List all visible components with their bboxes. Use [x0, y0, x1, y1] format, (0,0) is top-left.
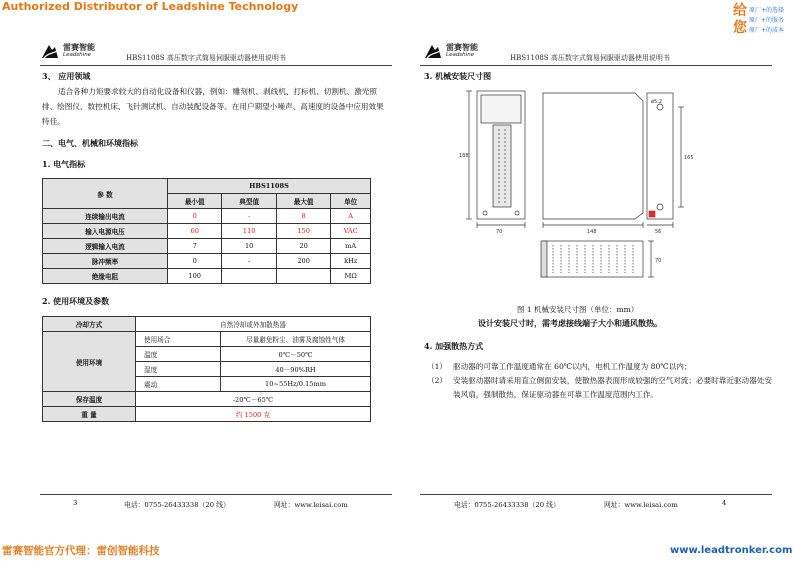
list-num-2: （2） — [427, 376, 448, 385]
mechanical-drawing — [455, 85, 705, 295]
row-min: 100 — [168, 269, 222, 284]
dim-hole: ø5.2 — [651, 99, 663, 105]
dim-back-width: 56 — [655, 229, 662, 235]
electrical-spec-table — [42, 178, 371, 284]
slogan-char-2: 您 — [733, 20, 747, 36]
dim-bottom-height: 70 — [655, 258, 662, 264]
left-sec-two-title: 二、电气、机械和环境指标 — [42, 138, 138, 148]
right-footer-phone: 电话：0755-26433338（20 线） — [454, 501, 560, 509]
row-name: 脉冲频率 — [43, 254, 168, 269]
env-value: 40－90%RH — [221, 362, 371, 377]
row-typ — [222, 269, 276, 284]
front-view-label-area — [481, 95, 521, 123]
table-row — [43, 269, 371, 284]
website-link[interactable]: www.leadtronker.com — [670, 545, 793, 556]
model-header: HBS1108S — [168, 179, 371, 194]
row-max: 20 — [276, 239, 330, 254]
left-sec3-title: 3、 应用领域 — [42, 71, 91, 81]
cooling-label: 冷却方式 — [43, 317, 136, 332]
row-unit: mA — [331, 239, 371, 254]
dim-side-height: 165 — [684, 155, 694, 161]
list-item-2: 安装驱动器时请采用直立侧面安装，使散热器表面形成较强的空气对流；必要时靠近驱动器处安装风扇，强制散热，保证驱动器在可靠工作温度范围内工作。 — [453, 376, 772, 399]
logo-cn: 雷赛智能 — [446, 43, 478, 52]
env-key: 使用场合 — [136, 332, 221, 347]
storage-label: 保存温度 — [43, 392, 136, 407]
right-sec3-title: 3. 机械安装尺寸图 — [424, 71, 492, 81]
figure-caption: 图 1 机械安装尺寸图（单位：mm） — [517, 305, 639, 314]
row-name: 连续输出电流 — [43, 209, 168, 224]
env-value: 0℃－50℃ — [221, 347, 371, 362]
row-max — [276, 269, 330, 284]
right-sec4-title: 4. 加强散热方式 — [424, 341, 484, 351]
slogan-char-1: 给 — [733, 3, 747, 19]
row-typ: 110 — [222, 224, 276, 239]
weight-label: 重 量 — [43, 407, 136, 422]
leadshine-logo-icon — [423, 41, 443, 61]
row-unit: A — [331, 209, 371, 224]
env-value: 10~55Hz/0.15mm — [221, 377, 371, 392]
left-footer-rule — [40, 494, 392, 495]
col-unit: 单位 — [331, 194, 371, 209]
dim-front-height: 188 — [459, 153, 469, 159]
leadshine-logo-icon — [40, 41, 60, 61]
left-footer-phone: 电话：0755-26433338（20 线） — [124, 501, 230, 509]
right-page-number: 4 — [722, 499, 727, 507]
mount-hole-bottom — [657, 204, 663, 210]
slogan-line-2: 原厂+的服务 — [749, 17, 785, 24]
slogan-line-3: 原厂+的成本 — [749, 27, 785, 34]
list-item-1: 驱动器的可靠工作温度通常在 60℃以内，电机工作温度为 80℃以内； — [453, 362, 692, 371]
col-min: 最小值 — [168, 194, 222, 209]
row-typ: - — [222, 254, 276, 269]
logo-cn: 雷赛智能 — [63, 43, 95, 52]
dim-front-width: 70 — [496, 229, 503, 235]
table-row — [43, 209, 371, 224]
right-header-rule — [420, 65, 772, 66]
env-key: 震动 — [136, 377, 221, 392]
table-row — [43, 254, 371, 269]
brand-slogan — [733, 2, 791, 36]
col-typ: 典型值 — [222, 194, 276, 209]
env-label: 使用环境 — [43, 332, 136, 392]
right-footer-web: 网址：www.leisai.com — [604, 501, 678, 509]
row-name: 逻辑输入电流 — [43, 239, 168, 254]
figure-note: 设计安装尺寸时，需考虑接线端子大小和通风散热。 — [478, 318, 662, 328]
row-unit: kHz — [331, 254, 371, 269]
env-value: 尽量避免粉尘、油雾及腐蚀性气体 — [221, 332, 371, 347]
row-max: 8 — [276, 209, 330, 224]
row-unit: MΩ — [331, 269, 371, 284]
dim-side-width: 148 — [587, 229, 597, 235]
table-row — [43, 239, 371, 254]
right-logo — [423, 40, 478, 62]
row-typ: - — [222, 209, 276, 224]
row-name: 输入电源电压 — [43, 224, 168, 239]
col-max: 最大值 — [276, 194, 330, 209]
row-max: 150 — [276, 224, 330, 239]
left-page-number: 3 — [73, 499, 78, 507]
side-view-bracket — [647, 93, 673, 219]
left-logo — [40, 40, 95, 62]
row-name: 绝缘电阻 — [43, 269, 168, 284]
list-num-1: （1） — [427, 362, 448, 371]
left-sub1-title: 1. 电气指标 — [42, 159, 86, 169]
side-view-body — [543, 93, 643, 219]
left-sub2-title: 2. 使用环境及参数 — [42, 296, 110, 306]
left-footer-web: 网址：www.leisai.com — [274, 501, 348, 509]
row-min: 0 — [168, 254, 222, 269]
distributor-banner: Authorized Distributor of Leadshine Technology — [2, 0, 299, 13]
left-header-rule — [40, 65, 392, 66]
row-max: 200 — [276, 254, 330, 269]
row-min: 7 — [168, 239, 222, 254]
row-min: 60 — [168, 224, 222, 239]
logo-en: Leadshine — [446, 52, 475, 58]
left-header-title: HBS1108S 高压数字式简易伺服驱动器使用说明书 — [126, 54, 286, 62]
right-header-title: HBS1108S 高压数字式简易伺服驱动器使用说明书 — [510, 54, 670, 62]
front-view-terminals — [493, 125, 511, 207]
row-unit: VAC — [331, 224, 371, 239]
env-key: 温度 — [136, 347, 221, 362]
row-min: 0 — [168, 209, 222, 224]
agent-banner: 雷赛智能官方代理：雷创智能科技 — [2, 545, 160, 557]
env-key: 湿度 — [136, 362, 221, 377]
logo-en: Leadshine — [63, 52, 92, 58]
storage-value: -20℃－65℃ — [136, 392, 371, 407]
environment-table — [42, 316, 371, 422]
weight-value: 约 1500 克 — [136, 407, 371, 422]
table-row — [43, 224, 371, 239]
param-header: 参 数 — [43, 179, 168, 209]
row-typ: 10 — [222, 239, 276, 254]
left-sec3-para: 适合各种力矩要求较大的自动化设备和仪器，例如：雕刻机、剥线机、打标机、切割机、激光照排、绘图仪、数控机床、飞针测试机、自动装配设备等。在用户期望小噪声、高速度的设备中应用效果特佳。 — [42, 87, 384, 126]
cooling-value: 自然冷却或外加散热器 — [136, 317, 371, 332]
right-footer-rule — [420, 494, 772, 495]
slogan-line-1: 原厂+的选择 — [749, 7, 785, 14]
